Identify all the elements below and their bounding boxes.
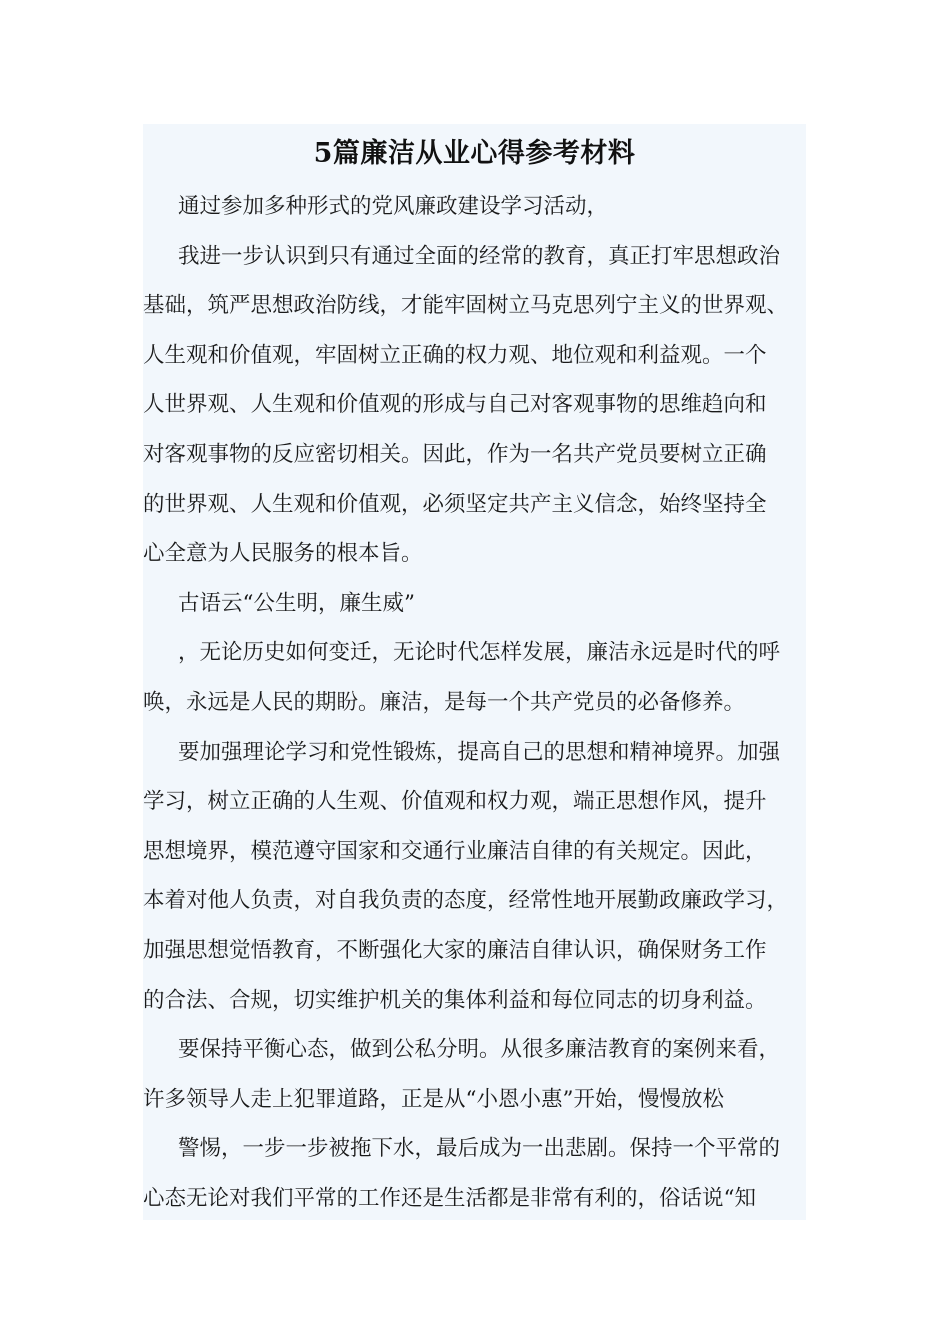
body-line: 古语云“公生明，廉生威” xyxy=(178,590,415,616)
document-body xyxy=(143,182,806,1220)
body-line: 人世界观、人生观和价值观的形成与自己对客观事物的思维趋向和 xyxy=(143,392,767,418)
body-line: 要保持平衡心态，做到公私分明。从很多廉洁教育的案例来看， xyxy=(178,1037,781,1063)
body-line: 我进一步认识到只有通过全面的经常的教育，真正打牢思想政治 xyxy=(178,243,781,269)
body-line: 的合法、合规，切实维护机关的集体利益和每位同志的切身利益。 xyxy=(143,987,767,1013)
body-line: 的世界观、人生观和价值观，必须坚定共产主义信念，始终坚持全 xyxy=(143,491,767,517)
body-line: 基础，筑严思想政治防线，才能牢固树立马克思列宁主义的世界观、 xyxy=(143,293,789,319)
body-line: 心全意为人民服务的根本旨。 xyxy=(143,541,423,567)
document-title: 5篇廉洁从业心得参考材料 xyxy=(313,138,636,169)
body-line: 思想境界，模范遵守国家和交通行业廉洁自律的有关规定。因此， xyxy=(143,838,767,864)
body-line: 加强思想觉悟教育，不断强化大家的廉洁自律认识，确保财务工作 xyxy=(143,937,767,963)
body-line: 警惕，一步一步被拖下水，最后成为一出悲剧。保持一个平常的 xyxy=(178,1136,781,1162)
body-line: 心态无论对我们平常的工作还是生活都是非常有利的，俗话说“知 xyxy=(143,1185,756,1211)
body-line: 通过参加多种形式的党风廉政建设学习活动， xyxy=(178,194,609,219)
body-line: 人生观和价值观，牢固树立正确的权力观、地位观和利益观。一个 xyxy=(143,342,767,368)
document-content xyxy=(143,124,806,1220)
body-line: 本着对他人负责，对自我负责的态度，经常性地开展勤政廉政学习， xyxy=(143,888,789,914)
body-line: 要加强理论学习和党性锻炼，提高自己的思想和精神境界。加强 xyxy=(178,739,781,765)
body-line: 唤，永远是人民的期盼。廉洁，是每一个共产党员的必备修养。 xyxy=(143,689,746,715)
body-line: 学习，树立正确的人生观、价值观和权力观，端正思想作风，提升 xyxy=(143,789,767,815)
body-line: 许多领导人走上犯罪道路，正是从“小恩小惠”开始，慢慢放松 xyxy=(143,1086,724,1112)
body-line: ，无论历史如何变迁，无论时代怎样发展，廉洁永远是时代的呼 xyxy=(178,640,781,666)
body-line: 对客观事物的反应密切相关。因此，作为一名共产党员要树立正确 xyxy=(143,441,767,467)
